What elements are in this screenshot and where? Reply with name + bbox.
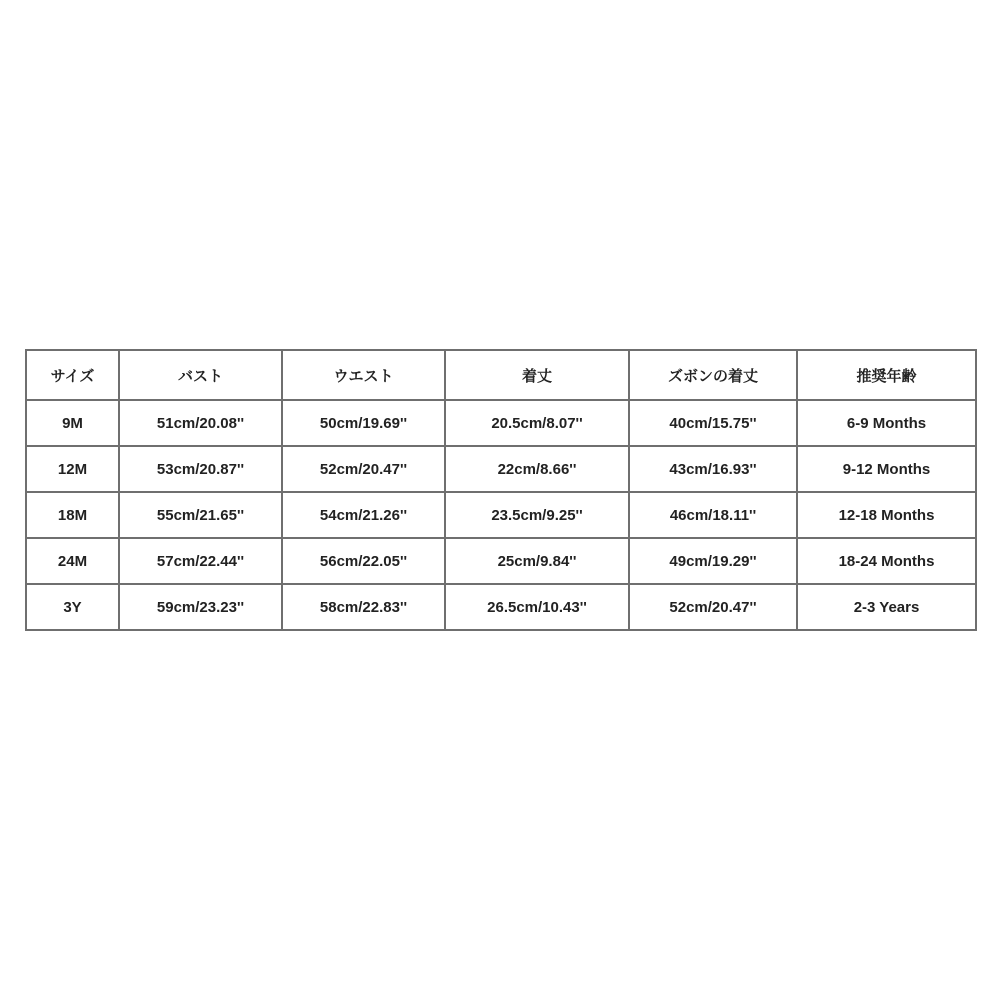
cell-pants-length: 49cm/19.29'' xyxy=(629,538,797,584)
table-row xyxy=(26,492,976,538)
cell-pants-length: 52cm/20.47'' xyxy=(629,584,797,630)
header-size: サイズ xyxy=(26,350,119,400)
cell-pants-length: 43cm/16.93'' xyxy=(629,446,797,492)
table-row xyxy=(26,446,976,492)
cell-size: 12M xyxy=(26,446,119,492)
cell-waist: 58cm/22.83'' xyxy=(282,584,445,630)
cell-size: 18M xyxy=(26,492,119,538)
cell-bust: 59cm/23.23'' xyxy=(119,584,282,630)
header-pants-length: ズボンの着丈 xyxy=(629,350,797,400)
header-recommended-age: 推奨年齢 xyxy=(797,350,976,400)
table-row xyxy=(26,538,976,584)
cell-size: 9M xyxy=(26,400,119,446)
size-chart-table xyxy=(25,349,977,631)
cell-bust: 51cm/20.08'' xyxy=(119,400,282,446)
cell-bust: 55cm/21.65'' xyxy=(119,492,282,538)
cell-length: 23.5cm/9.25'' xyxy=(445,492,629,538)
cell-size: 24M xyxy=(26,538,119,584)
cell-waist: 54cm/21.26'' xyxy=(282,492,445,538)
cell-recommended-age: 2-3 Years xyxy=(797,584,976,630)
cell-recommended-age: 12-18 Months xyxy=(797,492,976,538)
cell-recommended-age: 9-12 Months xyxy=(797,446,976,492)
cell-recommended-age: 6-9 Months xyxy=(797,400,976,446)
cell-length: 26.5cm/10.43'' xyxy=(445,584,629,630)
cell-pants-length: 40cm/15.75'' xyxy=(629,400,797,446)
header-bust: バスト xyxy=(119,350,282,400)
cell-length: 22cm/8.66'' xyxy=(445,446,629,492)
cell-recommended-age: 18-24 Months xyxy=(797,538,976,584)
header-waist: ウエスト xyxy=(282,350,445,400)
cell-bust: 53cm/20.87'' xyxy=(119,446,282,492)
cell-pants-length: 46cm/18.11'' xyxy=(629,492,797,538)
header-length: 着丈 xyxy=(445,350,629,400)
table-header-row xyxy=(26,350,976,400)
table-row xyxy=(26,400,976,446)
cell-waist: 50cm/19.69'' xyxy=(282,400,445,446)
cell-length: 25cm/9.84'' xyxy=(445,538,629,584)
table-row xyxy=(26,584,976,630)
cell-length: 20.5cm/8.07'' xyxy=(445,400,629,446)
cell-waist: 52cm/20.47'' xyxy=(282,446,445,492)
cell-size: 3Y xyxy=(26,584,119,630)
cell-waist: 56cm/22.05'' xyxy=(282,538,445,584)
cell-bust: 57cm/22.44'' xyxy=(119,538,282,584)
